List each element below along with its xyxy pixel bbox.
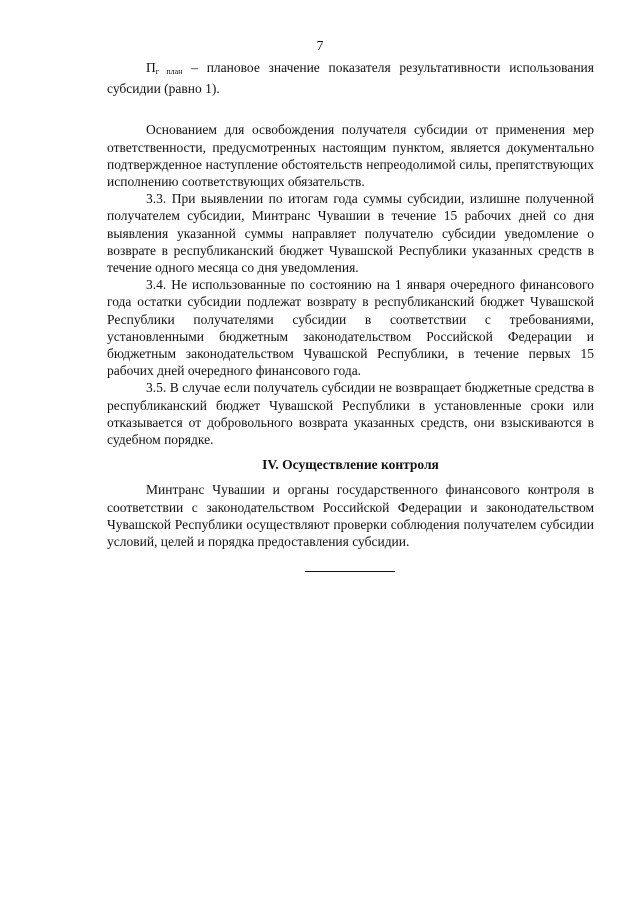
definition-paragraph bbox=[107, 59, 594, 97]
paragraph-3-4: 3.4. Не использованные по состоянию на 1 января очередного финансового года остатки субсидии подлежат возврату в республиканский бюджет Чувашской Республики получателями субсидии в соответствии с требованиями, установленными бюджетным законодательством Российской Федерации и бюджетным законодательством Чувашской Республики, в течение первых 15 рабочих дней очередного финансового года. bbox=[107, 277, 594, 379]
indicator-definition: – плановое значение показателя результативности использования субсидии (равно 1). bbox=[107, 60, 594, 97]
closing-rule bbox=[305, 571, 395, 572]
paragraph-3-3: 3.3. При выявлении по итогам года суммы субсидии, излишне полученной получателем субсидии, Минтранс Чувашии в течение 15 рабочих дней со дня выявления указанной суммы направляет получателю субсидии уведомление о возврате в республиканский бюджет Чувашской Республики указанных средств в течение одного месяца со дня уведомления. bbox=[107, 191, 594, 276]
page-number: 7 bbox=[316, 38, 324, 53]
indicator-symbol: П bbox=[146, 60, 156, 75]
control-paragraph: Минтранс Чувашии и органы государственного финансового контроля в соответствии с законодательством Российской Федерации и законодательством Чувашской Республики осуществляют проверки соблюдения получателем субсидии условий, целей и порядка предоставления субсидии. bbox=[107, 482, 594, 550]
document-body bbox=[107, 59, 594, 550]
section-heading: IV. Осуществление контроля bbox=[262, 457, 439, 473]
paragraph-3-5: 3.5. В случае если получатель субсидии не возвращает бюджетные средства в республиканский бюджет Чувашской Республики в установленные сроки или отказывается от добровольного возврата указанных средств, они взыскиваются в судебном порядке. bbox=[107, 380, 594, 448]
indicator-subscript: г план bbox=[155, 67, 183, 76]
exemption-paragraph: Основанием для освобождения получателя субсидии от применения мер ответственности, предусмотренных настоящим пунктом, является документально подтвержденное наступление обстоятельств непреодолимой силы, препятствующих исполнению соответствующих обязательств. bbox=[107, 122, 594, 190]
